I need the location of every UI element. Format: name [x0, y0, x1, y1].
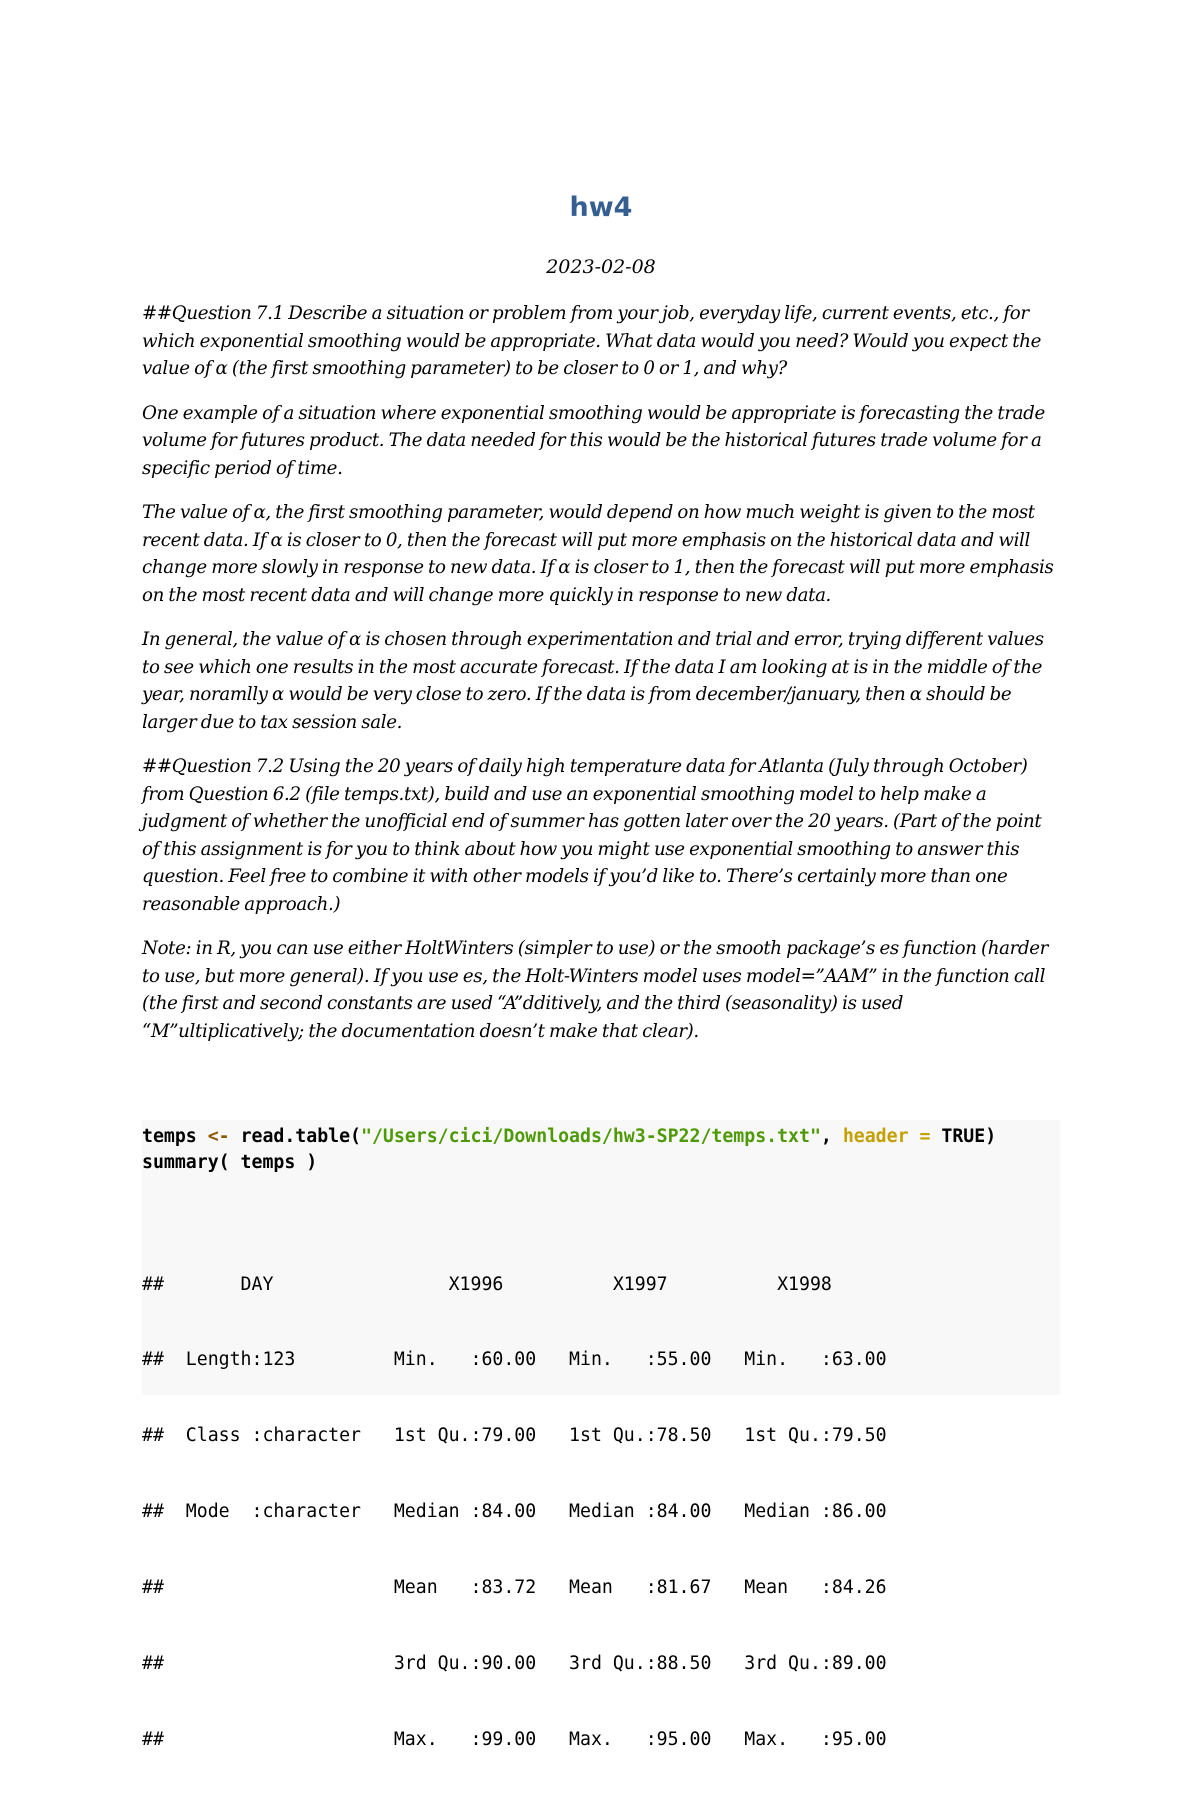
code-var: temps: [142, 1126, 197, 1147]
question-7-1-paragraph: ##Question 7.1 Describe a situation or problem from your job, everyday life, current events, etc., for which exponential smoothing would be appropriate. What data would you need? Would you expect the value of α (the first smoothing parameter) to be closer to 0 or 1, and why?: [142, 303, 1042, 379]
output-line: ## DAY X1996 X1997 X1998: [142, 1273, 898, 1295]
code-function-call: read.table(: [240, 1126, 362, 1147]
output-line: ## Class :character 1st Qu.:79.00 1st Qu.:78.50 1st Qu.:79.50: [142, 1425, 909, 1447]
document-date: 2023-02-08: [546, 256, 656, 278]
answer-example-paragraph: One example of a situation where exponential smoothing would be appropriate is forecasting the trade volume for futures product. The data needed for this would be the historical futures trade volume for a specific period of time.: [142, 402, 1045, 479]
code-block: [142, 1120, 1060, 1750]
answer-general-paragraph: In general, the value of α is chosen through experimentation and trial and error, trying different values to see which one results in the most accurate forecast. If the data I am looking at is in the middle of the year, noramlly α would be very close to zero. If the data is from december/january, then α should be larger due to tax session sale.: [142, 629, 1044, 733]
output-line: ## Length:123 Min. :60.00 Min. :55.00 Min. :63.00: [142, 1349, 909, 1371]
document-title: hw4: [569, 192, 633, 223]
note-paragraph: Note: in R, you can use either HoltWinters (simpler to use) or the smooth package’s es function (harder to use, but more general). If you use es, the Holt-Winters model uses model=”AAM” in the function call (the first and second constants are used “A”dditively, and the third (seasonality) is used “M”ultiplicatively; the documentation doesn’t make that clear).: [142, 938, 1049, 1042]
question-7-2-paragraph: ##Question 7.2 Using the 20 years of daily high temperature data for Atlanta (July through October) from Question 6.2 (file temps.txt), build and use an exponential smoothing model to help make a judgment of whether the unofficial end of summer has gotten later over the 20 years. (Part of the point of this assignment is for you to think about how you might use exponential smoothing to answer this question. Feel free to combine it with other models if you’d like to. There’s certainly more than one reasonable approach.): [142, 756, 1042, 915]
output-line: ## Mode :character Median :84.00 Median :84.00 Median :86.00: [142, 1501, 909, 1523]
code-header-argument: header =: [842, 1126, 931, 1147]
code-summary-call: summary( temps ): [142, 1151, 318, 1173]
code-output: [142, 1221, 1060, 1803]
code-file-path-string: "/Users/cici/Downloads/hw3-SP22/temps.txt": [361, 1126, 821, 1147]
code-assign-operator: <-: [207, 1126, 230, 1147]
code-true-value: TRUE): [941, 1126, 997, 1147]
document-body: [142, 300, 1060, 1062]
output-line: ## Mean :83.72 Mean :81.67 Mean :84.26: [142, 1577, 909, 1599]
code-comma: ,: [820, 1126, 832, 1147]
output-line: ## 3rd Qu.:90.00 3rd Qu.:88.50 3rd Qu.:89.00: [142, 1653, 909, 1675]
output-line: ## Max. :99.00 Max. :95.00 Max. :95.00: [142, 1728, 909, 1750]
code-source: [142, 1124, 1022, 1175]
answer-alpha-paragraph: The value of α, the first smoothing parameter, would depend on how much weight is given to the most recent data. If α is closer to 0, then the forecast will put more emphasis on the historical data and will change more slowly in response to new data. If α is closer to 1, then the forecast will put more emphasis on the most recent data and will change more quickly in response to new data.: [142, 502, 1054, 606]
